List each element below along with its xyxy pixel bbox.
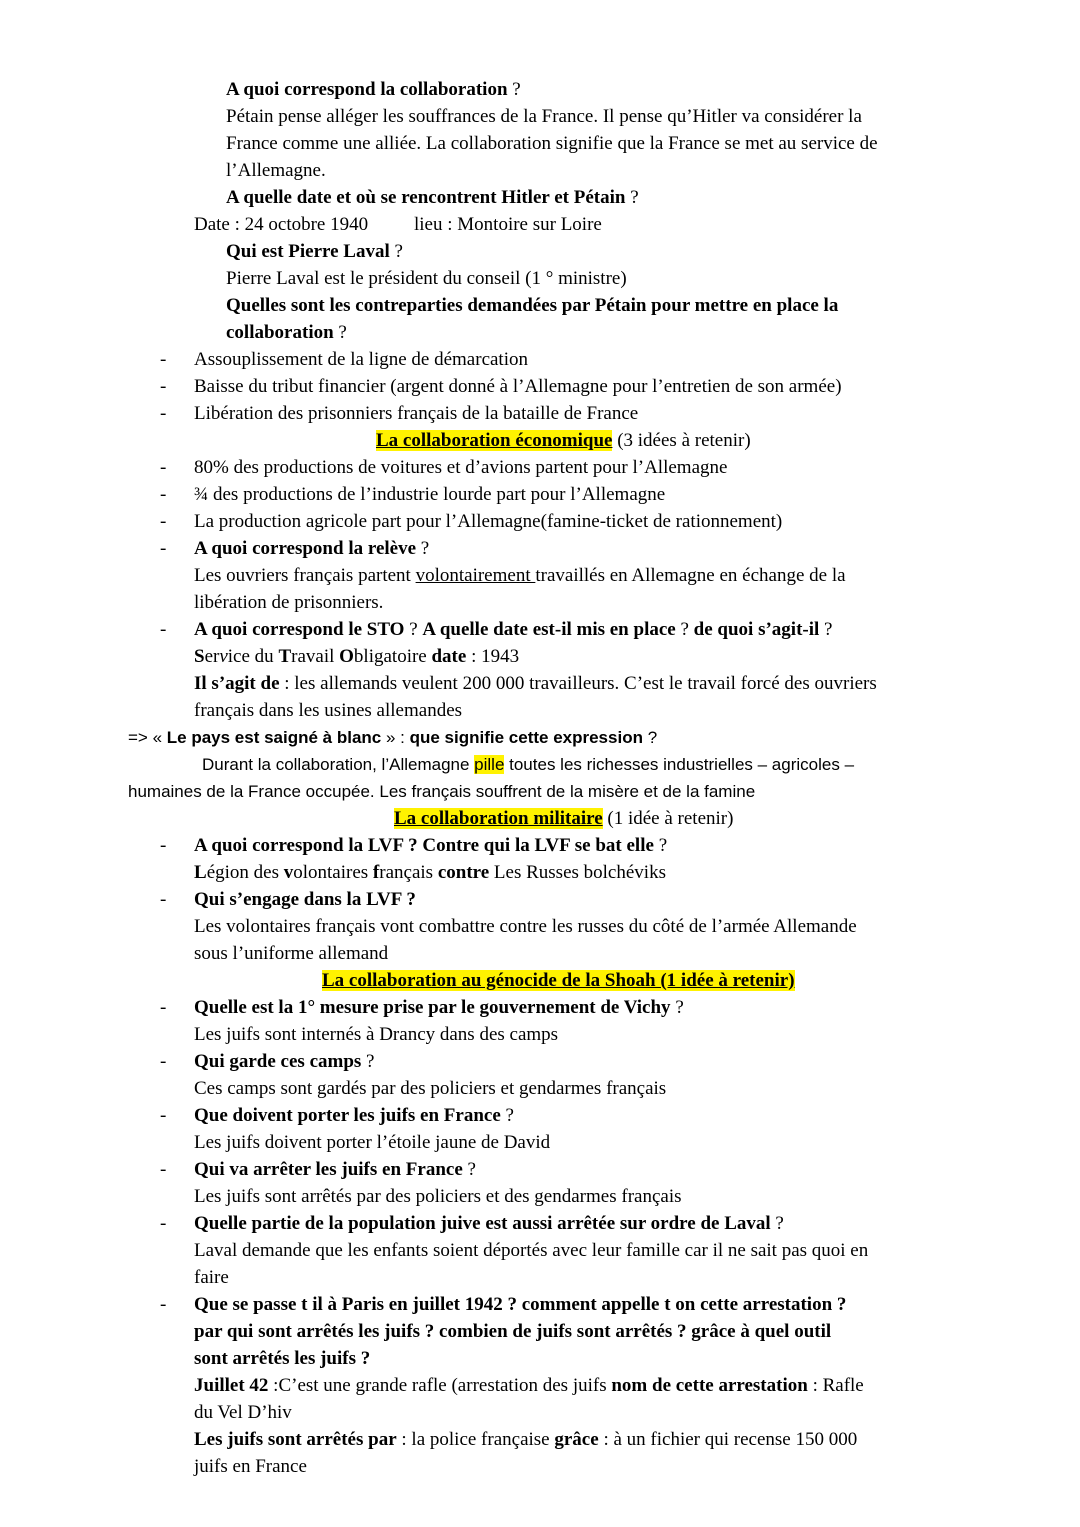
- answer-text: Pierre Laval est le président du conseil (1 ° ministre): [226, 268, 627, 289]
- bullet-dash: -: [160, 403, 167, 424]
- bullet-dash: -: [160, 1294, 167, 1315]
- question-rafle-cont: par qui sont arrêtés les juifs ? combien de juifs sont arrêtés ? grâce à quel outil: [194, 1321, 832, 1342]
- question-releve: A quoi correspond la relève ?: [194, 538, 430, 559]
- question-sto: A quoi correspond le STO ? A quelle date est-il mis en place ? de quoi s’agit-il ?: [194, 619, 833, 640]
- bullet-dash: -: [160, 889, 167, 910]
- answer-text: libération de prisonniers.: [194, 592, 384, 613]
- list-item: ¾ des productions de l’industrie lourde part pour l’Allemagne: [194, 484, 666, 505]
- bullet-dash: -: [160, 1213, 167, 1234]
- answer-text: Les juifs sont internés à Drancy dans des camps: [194, 1024, 559, 1045]
- answer-text: juifs en France: [194, 1456, 307, 1477]
- question-rafle-cont: sont arrêtés les juifs ?: [194, 1348, 371, 1369]
- bullet-dash: -: [160, 538, 167, 559]
- bullet-dash: -: [160, 1051, 167, 1072]
- answer-sto-acronym: Service du Travail Obligatoire date : 1943: [194, 646, 520, 667]
- section-heading-shoah: La collaboration au génocide de la Shoah (1 idée à retenir): [322, 970, 795, 991]
- bullet-dash: -: [160, 1105, 167, 1126]
- question-enfants: Quelle partie de la population juive est aussi arrêtée sur ordre de Laval ?: [194, 1213, 784, 1234]
- answer-date: Date : 24 octobre 1940: [194, 214, 369, 235]
- question-laval: Qui est Pierre Laval ?: [226, 241, 403, 262]
- bullet-dash: -: [160, 484, 167, 505]
- section-heading-economique: La collaboration économique (3 idées à retenir): [376, 430, 751, 451]
- list-item: Assouplissement de la ligne de démarcation: [194, 349, 528, 370]
- question-collaboration: A quoi correspond la collaboration ?: [226, 79, 521, 100]
- answer-place: lieu : Montoire sur Loire: [414, 214, 602, 235]
- bullet-dash: -: [160, 1159, 167, 1180]
- bullet-dash: -: [160, 619, 167, 640]
- answer-text: français dans les usines allemandes: [194, 700, 463, 721]
- question-meeting: A quelle date et où se rencontrent Hitler et Pétain ?: [226, 187, 639, 208]
- answer-text: Les juifs sont arrêtés par : la police française grâce : à un fichier qui recense 150 000: [194, 1429, 858, 1450]
- list-item: Libération des prisonniers français de la bataille de France: [194, 403, 639, 424]
- answer-text: l’Allemagne.: [226, 160, 326, 181]
- bullet-dash: -: [160, 376, 167, 397]
- question-contreparties: Quelles sont les contreparties demandées par Pétain pour mettre en place la: [226, 295, 839, 316]
- list-item: La production agricole part pour l’Allemagne(famine-ticket de rationnement): [194, 511, 783, 532]
- section-heading-militaire: La collaboration militaire (1 idée à retenir): [394, 808, 734, 829]
- answer-text: sous l’uniforme allemand: [194, 943, 389, 964]
- question-camps: Qui garde ces camps ?: [194, 1051, 375, 1072]
- answer-text: France comme une alliée. La collaboration signifie que la France se met au service de: [226, 133, 878, 154]
- answer-text: Ces camps sont gardés par des policiers et gendarmes français: [194, 1078, 667, 1099]
- bullet-dash: -: [160, 835, 167, 856]
- question-arrest: Qui va arrêter les juifs en France ?: [194, 1159, 476, 1180]
- answer-text: Pétain pense alléger les souffrances de la France. Il pense qu’Hitler va considérer la: [226, 106, 862, 127]
- answer-text: Il s’agit de : les allemands veulent 200 000 travailleurs. C’est le travail forcé des ouvriers: [194, 673, 877, 694]
- answer-text: Durant la collaboration, l’Allemagne pille toutes les richesses industrielles – agricoles –: [202, 755, 855, 774]
- bullet-dash: -: [160, 997, 167, 1018]
- answer-text: Juillet 42 :C’est une grande rafle (arrestation des juifs nom de cette arrestation : Rafle: [194, 1375, 864, 1396]
- question-saigne: => « Le pays est saigné à blanc » : que signifie cette expression ?: [128, 728, 658, 747]
- answer-text: du Vel D’hiv: [194, 1402, 292, 1423]
- answer-text: Les ouvriers français partent volontairement travaillés en Allemagne en échange de la: [194, 565, 846, 586]
- question-rafle: Que se passe t il à Paris en juillet 1942 ? comment appelle t on cette arrestation ?: [194, 1294, 847, 1315]
- list-item: 80% des productions de voitures et d’avions partent pour l’Allemagne: [194, 457, 728, 478]
- question-contreparties-cont: collaboration ?: [226, 322, 347, 343]
- answer-text: faire: [194, 1267, 229, 1288]
- question-lvf: A quoi correspond la LVF ? Contre qui la LVF se bat elle ?: [194, 835, 668, 856]
- answer-text: Les volontaires français vont combattre contre les russes du côté de l’armée Allemande: [194, 916, 857, 937]
- answer-text: Laval demande que les enfants soient déportés avec leur famille car il ne sait pas quoi en: [194, 1240, 869, 1261]
- question-etoile: Que doivent porter les juifs en France ?: [194, 1105, 514, 1126]
- bullet-dash: -: [160, 511, 167, 532]
- question-vichy: Quelle est la 1° mesure prise par le gouvernement de Vichy ?: [194, 997, 684, 1018]
- answer-text: humaines de la France occupée. Les français souffrent de la misère et de la famine: [128, 782, 756, 801]
- list-item: Baisse du tribut financier (argent donné à l’Allemagne pour l’entretien de son armée): [194, 376, 842, 397]
- answer-text: Les juifs sont arrêtés par des policiers et des gendarmes français: [194, 1186, 682, 1207]
- bullet-dash: -: [160, 457, 167, 478]
- answer-lvf-acronym: Légion des volontaires français contre Les Russes bolchéviks: [194, 862, 666, 883]
- question-engage: Qui s’engage dans la LVF ?: [194, 889, 416, 910]
- answer-text: Les juifs doivent porter l’étoile jaune de David: [194, 1132, 551, 1153]
- bullet-dash: -: [160, 349, 167, 370]
